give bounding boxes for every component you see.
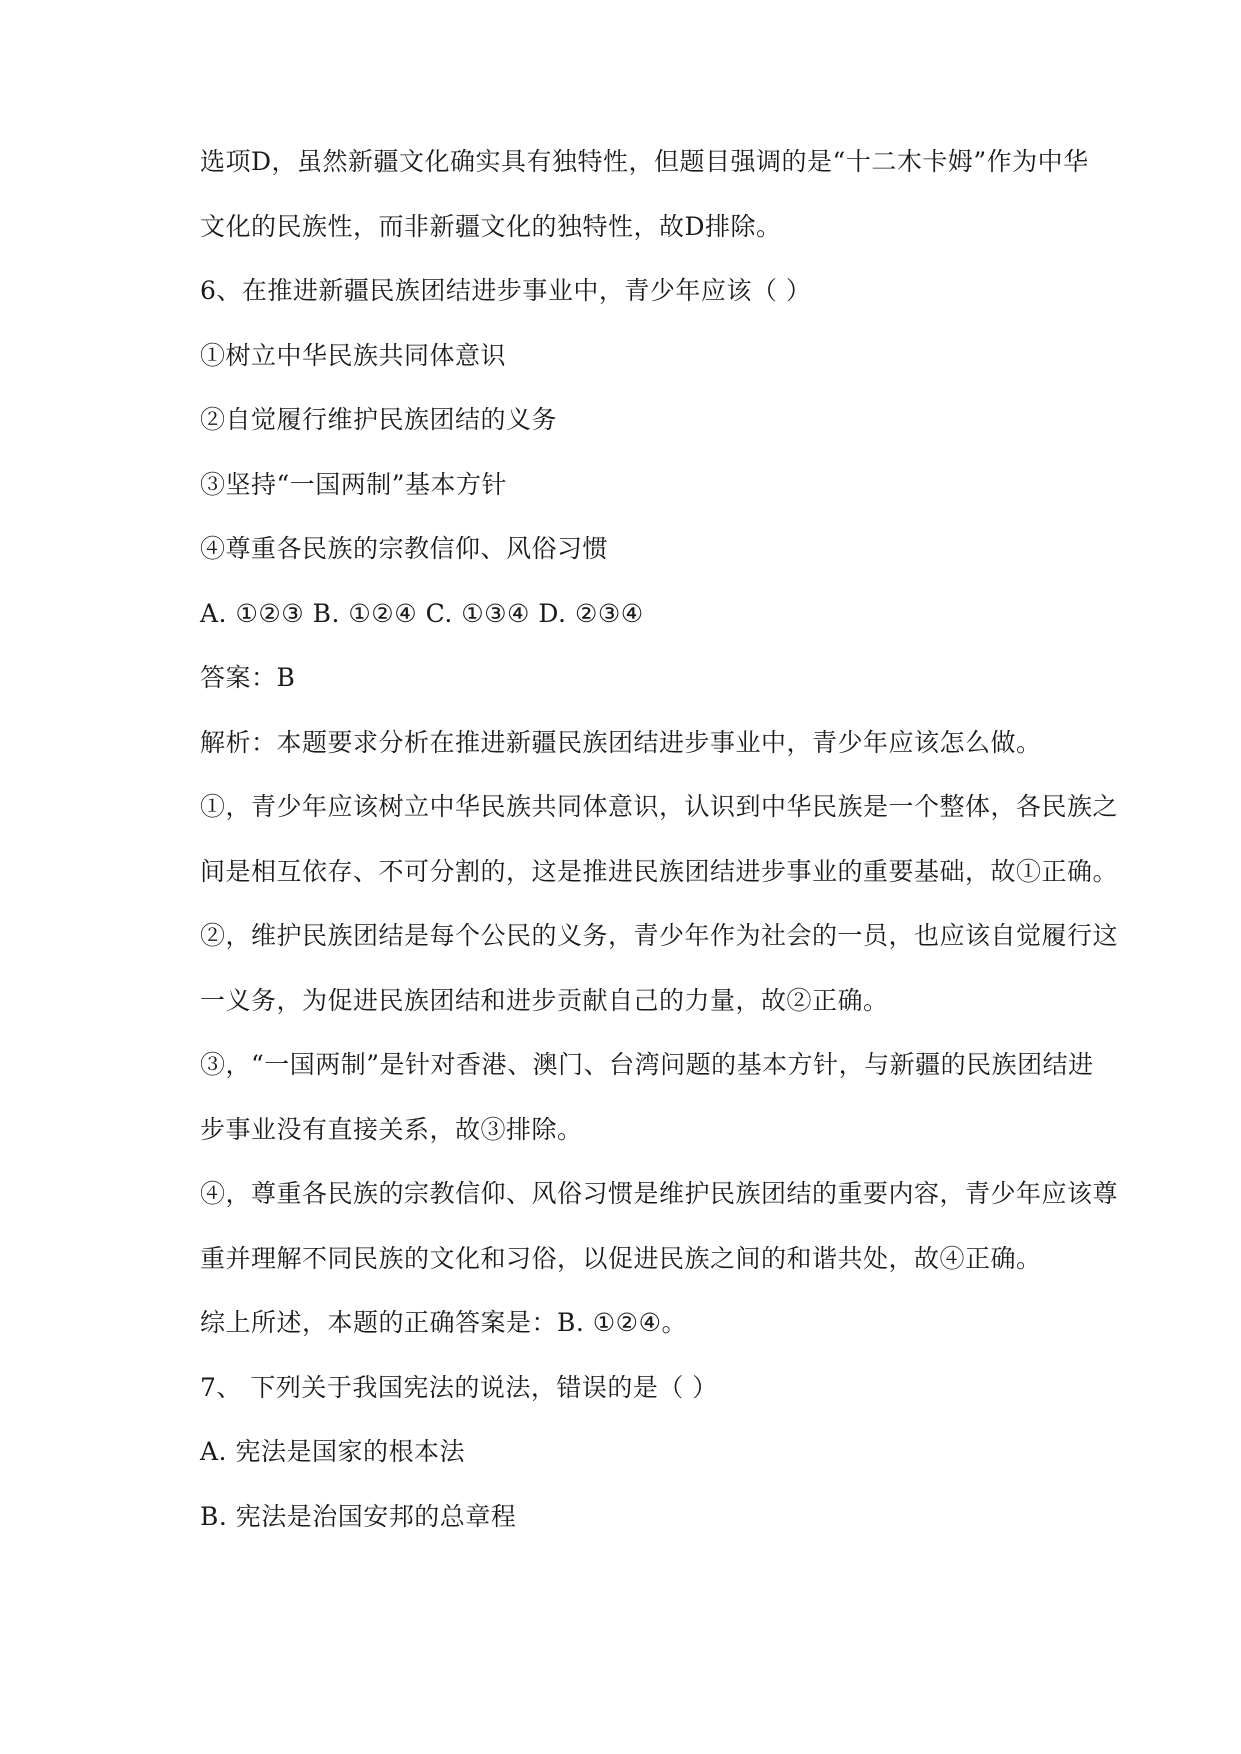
question-7-stem: 7、 下列关于我国宪法的说法，错误的是（ ）: [200, 1372, 718, 1402]
option-d-analysis-line-1: 选项D，虽然新疆文化确实具有独特性，但题目强调的是“十二木卡姆”作为中华: [200, 147, 1089, 176]
question-6-conclusion: 综上所述，本题的正确答案是：B. ①②④。: [200, 1308, 688, 1337]
analysis-point-2-line-2: 一义务，为促进民族团结和进步贡献自己的力量，故②正确。: [200, 985, 889, 1015]
question-6-analysis-intro: 解析：本题要求分析在推进新疆民族团结进步事业中，青少年应该怎么做。: [200, 727, 1042, 757]
analysis-point-4-line-1: ④，尊重各民族的宗教信仰、风俗习惯是维护民族团结的重要内容，青少年应该尊: [200, 1179, 1119, 1208]
analysis-point-3-line-1: ③，“一国两制”是针对香港、澳门、台湾问题的基本方针，与新疆的民族团结进: [200, 1050, 1094, 1079]
question-6-options: A. ①②③ B. ①②④ C. ①③④ D. ②③④: [200, 598, 644, 628]
analysis-point-1-line-2: 间是相互依存、不可分割的，这是推进民族团结进步事业的重要基础，故①正确。: [200, 856, 1119, 886]
question-6-statement-1: ①树立中华民族共同体意识: [200, 340, 507, 370]
question-6-statement-2: ②自觉履行维护民族团结的义务: [200, 405, 558, 434]
option-d-analysis-line-2: 文化的民族性，而非新疆文化的独特性，故D排除。: [200, 211, 782, 241]
question-6-statement-4: ④尊重各民族的宗教信仰、风俗习惯: [200, 534, 609, 563]
question-6-stem: 6、在推进新疆民族团结进步事业中，青少年应该（ ）: [200, 276, 812, 305]
question-6-answer: 答案：B: [200, 663, 296, 692]
question-7-option-a: A. 宪法是国家的根本法: [200, 1437, 465, 1466]
analysis-point-2-line-1: ②，维护民族团结是每个公民的义务，青少年作为社会的一员，也应该自觉履行这: [200, 921, 1119, 950]
question-7-option-b: B. 宪法是治国安邦的总章程: [200, 1501, 517, 1531]
analysis-point-3-line-2: 步事业没有直接关系，故③排除。: [200, 1114, 583, 1144]
question-6-statement-3: ③坚持“一国两制”基本方针: [200, 469, 508, 499]
document-body: [200, 142, 1119, 1561]
analysis-point-4-line-2: 重并理解不同民族的文化和习俗，以促进民族之间的和谐共处，故④正确。: [200, 1243, 1042, 1273]
analysis-point-1-line-1: ①，青少年应该树立中华民族共同体意识，认识到中华民族是一个整体，各民族之: [200, 792, 1119, 821]
